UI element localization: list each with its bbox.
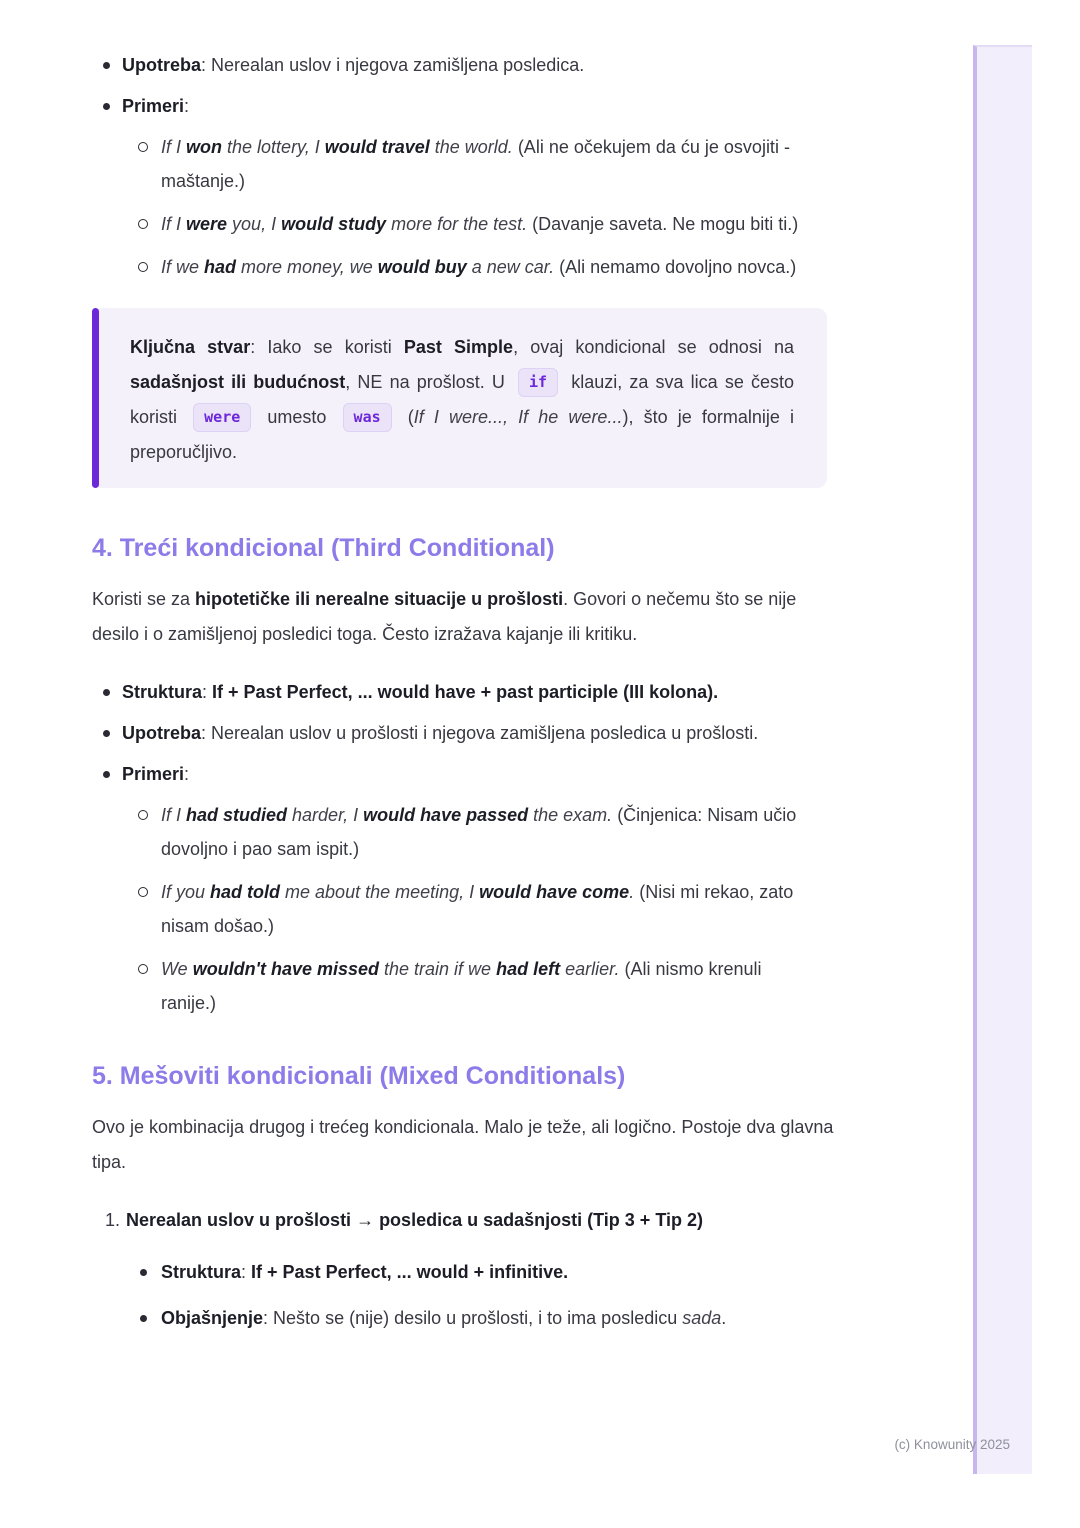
list-item-text [161,250,820,284]
inline-code-chip: were [193,403,251,432]
text-segment: sada [682,1308,722,1328]
text-segment: Koristi se za [92,589,196,609]
text-segment: If I [161,137,187,157]
circle-bullet-icon [138,887,148,897]
paragraph [92,582,834,652]
list-item [92,207,834,241]
section-heading: 5. Mešoviti kondicionali (Mixed Conditionals) [92,1062,626,1090]
circle-bullet-icon [138,964,148,974]
list-item [92,952,834,1020]
list-item [92,1203,834,1237]
list-item-text [161,1301,834,1335]
text-segment: ), što je formalnije i preporučljivo. [130,407,794,462]
disc-bullet-icon [103,771,110,778]
list-item [92,875,834,943]
list-item-text [122,757,834,791]
text-segment: If I [161,805,187,825]
list-item [92,1255,834,1289]
list-item-text [122,716,834,750]
text-segment: klauzi, za sva lica se često koristi [130,372,794,427]
text-segment: If + Past Perfect, ... would + infinitive. [251,1262,569,1282]
list-item [92,250,834,284]
text-segment: would have passed [363,805,529,825]
text-segment: a new car. [466,257,555,277]
text-segment: . Govori o nečemu što se nije desilo i o zamišljenoj posledici toga. Često izražava kajanje ili kritiku. [92,589,797,644]
text-segment: Objašnjenje [161,1308,264,1328]
text-segment: would buy [377,257,467,277]
list-item [92,716,834,750]
text-segment: had [204,257,237,277]
list-number: 1. [105,1210,121,1230]
text-segment: Past Simple [403,337,514,357]
list-item-text [161,130,820,198]
text-segment: would have come [479,882,630,902]
text-segment: the train if we [379,959,497,979]
list-item [92,675,834,709]
disc-bullet-icon [103,62,110,69]
text-segment: , NE na prošlost. U [345,372,513,392]
text-segment: me about the meeting, I [280,882,480,902]
text-segment: (Ali nismo krenuli ranije.) [161,959,762,1013]
text-segment: If I were..., If he were... [413,407,623,427]
text-segment: : Nerealan uslov i njegova zamišljena posledica. [201,55,585,75]
text-segment: Upotreba [122,723,202,743]
paragraph [92,1110,834,1180]
text-segment: If you [161,882,211,902]
text-segment: Nerealan uslov u prošlosti → posledica u sadašnjosti (Tip 3 + Tip 2) [126,1210,703,1230]
list-item-text [122,48,834,82]
list-item-text [122,89,834,123]
list-item-text [161,1255,834,1289]
circle-bullet-icon [138,142,148,152]
disc-bullet-icon [140,1269,147,1276]
text-segment: : [241,1262,252,1282]
text-segment: ( [397,407,414,427]
text-segment: Struktura [122,682,203,702]
text-segment: had studied [186,805,288,825]
list-item [92,1301,834,1335]
page-footer: (c) Knowunity 2025 [894,1437,1010,1452]
text-segment: : [202,682,213,702]
text-segment: , ovaj kondicional se odnosi na [513,337,794,357]
list-item [92,130,834,198]
disc-bullet-icon [103,103,110,110]
text-segment: were [186,214,228,234]
text-segment: had told [210,882,281,902]
text-segment: wouldn't have missed [192,959,380,979]
text-segment: If + Past Perfect, ... would have + past participle (III kolona). [212,682,719,702]
text-segment: : Nerealan uslov u prošlosti i njegova zamišljena posledica u prošlosti. [201,723,759,743]
text-segment: the lottery, I [222,137,325,157]
text-segment: harder, I [287,805,364,825]
list-item-text [161,207,820,241]
text-segment: : Iako se koristi [250,337,404,357]
text-segment: : [184,764,190,784]
list-item [92,48,834,82]
text-segment: you, I [227,214,282,234]
text-segment: would study [281,214,387,234]
text-segment: Primeri [122,764,185,784]
list-item [92,89,834,123]
text-segment: more money, we [236,257,378,277]
text-segment: (Činjenica: Nisam učio dovoljno i pao sam ispit.) [161,805,797,859]
text-segment: We [161,959,193,979]
inline-code-chip: if [518,368,558,397]
callout-accent-bar [92,308,99,488]
text-segment: Upotreba [122,55,202,75]
text-segment: . [629,882,635,902]
text-segment: the exam. [528,805,613,825]
text-segment: (Ali ne očekujem da ću je osvojiti - maštanje.) [161,137,790,191]
text-segment: Primeri [122,96,185,116]
callout-box [92,308,827,488]
list-item-text [161,798,820,866]
text-segment: Ključna stvar [130,337,251,357]
text-segment: (Nisi mi rekao, zato nisam došao.) [161,882,794,936]
list-item [92,757,834,791]
next-page-edge-strip [973,45,1032,1474]
list-item-text [161,952,820,1020]
text-segment: If we [161,257,205,277]
list-item-text [126,1203,834,1237]
text-segment: won [186,137,223,157]
text-segment: umesto [257,407,337,427]
circle-bullet-icon [138,810,148,820]
content-column [92,48,834,1347]
text-segment: more for the test. [386,214,528,234]
text-segment: If I [161,214,187,234]
text-segment: sadašnjost ili budućnost [130,372,346,392]
text-segment: (Davanje saveta. Ne mogu biti ti.) [527,214,799,234]
circle-bullet-icon [138,262,148,272]
list-item-text [161,875,820,943]
section-heading: 4. Treći kondicional (Third Conditional) [92,534,555,562]
callout-text [130,330,794,470]
disc-bullet-icon [103,689,110,696]
circle-bullet-icon [138,219,148,229]
text-segment: (Ali nemamo dovoljno novca.) [554,257,797,277]
text-segment: the world. [429,137,513,157]
text-segment: Struktura [161,1262,242,1282]
list-item-text [122,675,834,709]
text-segment: had left [496,959,561,979]
text-segment: earlier. [560,959,620,979]
text-segment: would travel [324,137,430,157]
disc-bullet-icon [140,1315,147,1322]
list-item [92,798,834,866]
text-segment: . [721,1308,727,1328]
inline-code-chip: was [343,403,392,432]
text-segment: hipotetičke ili nerealne situacije u prošlosti [195,589,564,609]
text-segment: : Nešto se (nije) desilo u prošlosti, i to ima posledicu [263,1308,683,1328]
disc-bullet-icon [103,730,110,737]
text-segment: : [184,96,190,116]
text-segment: Ovo je kombinacija drugog i trećeg kondicionala. Malo je teže, ali logično. Postoje dva glavna tipa. [92,1117,834,1172]
